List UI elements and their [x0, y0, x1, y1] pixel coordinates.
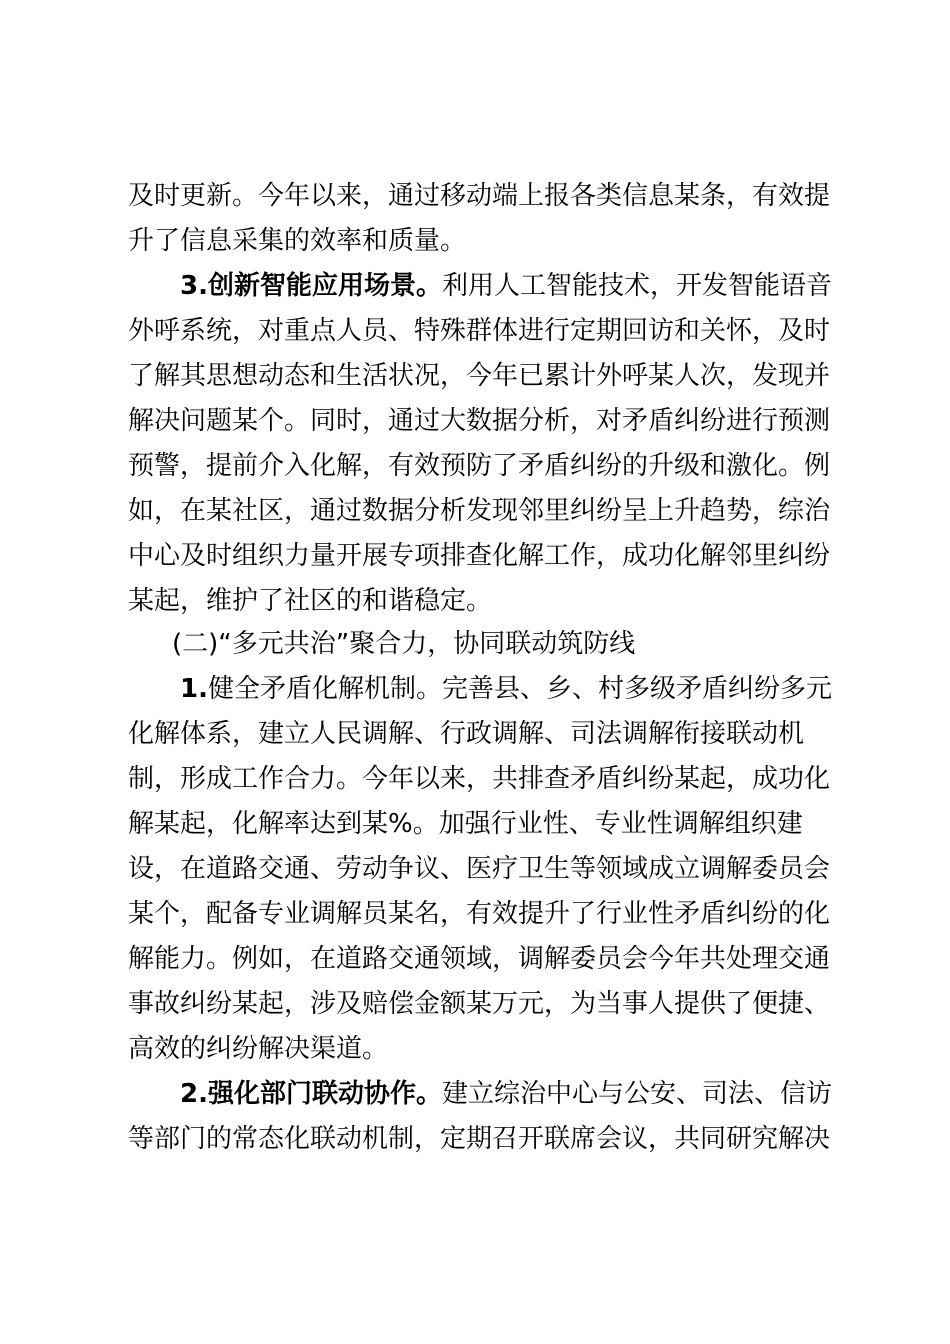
body-text-line: 中心及时组织力量开展专项排查化解工作，成功化解邻里纠纷: [128, 541, 831, 571]
section-heading-line: 3.创新智能应用场景。利用人工智能技术，开发智能语音: [180, 271, 832, 301]
body-text-line: 预警，提前介入化解，有效预防了矛盾纠纷的升级和激化。例: [128, 451, 831, 481]
body-text-line: 等部门的常态化联动机制，定期召开联席会议，共同研究解决: [128, 1124, 831, 1154]
body-text-line: 了解其思想动态和生活状况，今年已累计外呼某人次，发现并: [128, 361, 831, 391]
body-text-line: 升了信息采集的效率和质量。: [128, 226, 467, 256]
body-text-line: 高效的纠纷解决渠道。: [128, 1034, 389, 1064]
body-text-line: 某个，配备专业调解员某名，有效提升了行业性矛盾纠纷的化: [128, 899, 831, 929]
body-text-line: 解决问题某个。同时，通过大数据分析，对矛盾纠纷进行预测: [128, 406, 831, 436]
body-text-line: 及时更新。今年以来，通过移动端上报各类信息某条，有效提: [128, 181, 831, 211]
section-number: 1.: [180, 674, 208, 704]
body-text-line: 事故纠纷某起，涉及赔偿金额某万元，为当事人提供了便捷、: [128, 989, 831, 1019]
body-text-line: 制，形成工作合力。今年以来，共排查矛盾纠纷某起，成功化: [128, 764, 831, 794]
section-heading: 2.强化部门联动协作。: [180, 1079, 442, 1109]
body-text-line: 化解体系，建立人民调解、行政调解、司法调解衔接联动机: [128, 719, 805, 749]
body-text-line: 如，在某社区，通过数据分析发现邻里纠纷呈上升趋势，综治: [128, 496, 831, 526]
body-text-line: 解某起，化解率达到某%。加强行业性、专业性调解组织建: [128, 809, 803, 839]
body-text-line: 设，在道路交通、劳动争议、医疗卫生等领域成立调解委员会: [128, 854, 831, 884]
section-heading-line: 1.健全矛盾化解机制。完善县、乡、村多级矛盾纠纷多元: [180, 674, 832, 704]
body-text-line: 某起，维护了社区的和谐稳定。: [128, 586, 493, 616]
subsection-title: (二)“多元共治”聚合力，协同联动筑防线: [172, 629, 636, 659]
section-heading-line: 2.强化部门联动协作。建立综治中心与公安、司法、信访: [180, 1079, 832, 1109]
section-heading: 3.创新智能应用场景。: [180, 271, 442, 301]
body-text-line: 解能力。例如，在道路交通领域，调解委员会今年共处理交通: [128, 944, 831, 974]
body-text-line: 外呼系统，对重点人员、特殊群体进行定期回访和关怀，及时: [128, 316, 831, 346]
